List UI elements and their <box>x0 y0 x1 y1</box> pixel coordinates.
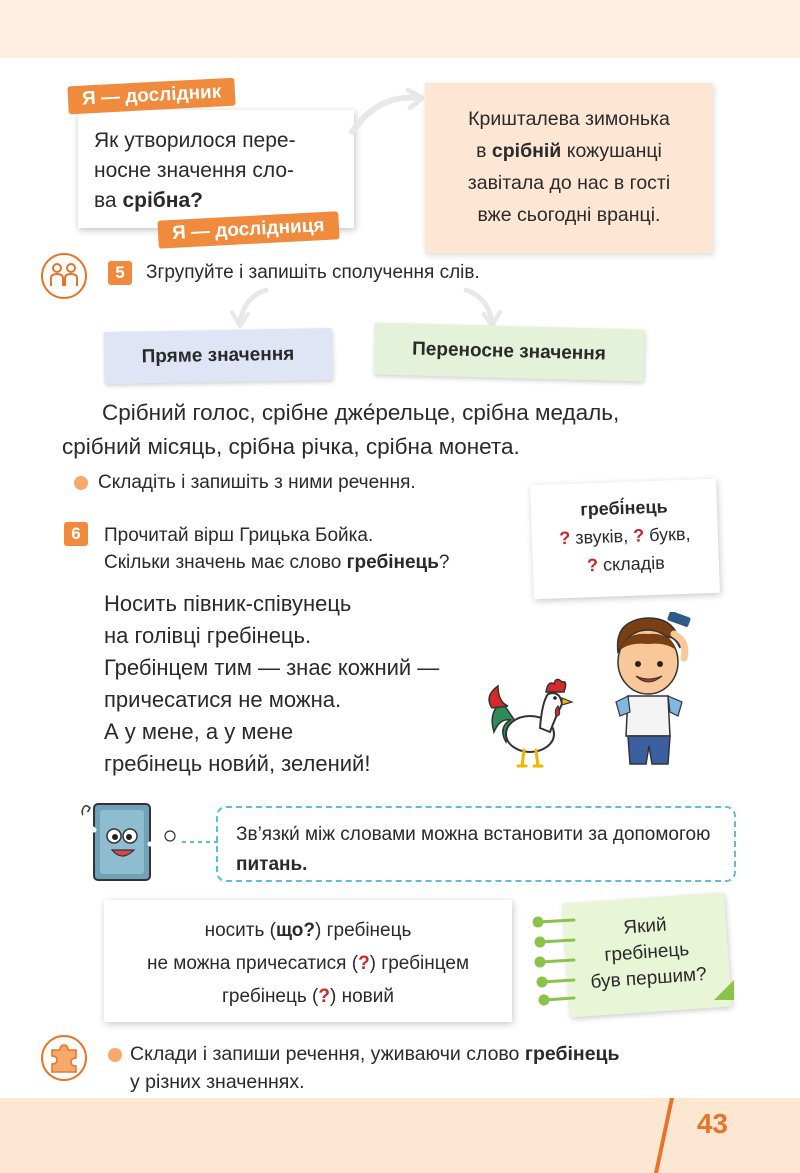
figurative-meaning-label: Переносне значення <box>373 322 644 381</box>
question-note-card: Який гребінець був першим? <box>562 892 732 1017</box>
phrase-line: носить (що?) гребінець <box>204 920 412 941</box>
word-analysis-card: гребі́нець ? звуків, ? букв, ? складів <box>530 479 720 599</box>
explorer-tag-boy: Я — дослідник <box>67 78 236 115</box>
analysis-word: гребі́нець <box>579 496 668 520</box>
bullet-icon <box>108 1048 122 1062</box>
rooster-illustration <box>484 672 580 772</box>
poem-line: А у мене, а у мене <box>104 719 294 744</box>
poem-line: причесатися не можна. <box>104 687 342 712</box>
bullet-icon <box>74 476 88 490</box>
task-number-6: 6 <box>64 522 88 546</box>
explorer-question-line: ва срібна? <box>94 189 203 212</box>
direct-meaning-label: Пряме значення <box>104 328 333 384</box>
boy-with-comb-illustration <box>604 612 700 772</box>
phrase-line: не можна причесатися (?) гребінцем <box>146 953 470 974</box>
rule-text: Зв’язки́ між словами можна встановити за допомогою <box>236 824 711 845</box>
explorer-question-card <box>78 110 354 228</box>
task-number-5: 5 <box>108 261 132 285</box>
quote-line: завітала до нас в гості <box>467 172 671 194</box>
rule-box <box>216 806 736 882</box>
explorer-question-line: Як утворилося пере- <box>94 129 296 152</box>
rule-keyword: питань. <box>236 854 308 875</box>
poem-line: гребінець нови́й, зелений! <box>104 751 371 776</box>
puzzle-task-icon <box>40 1034 88 1082</box>
quote-line: в срібній кожушанці <box>476 140 662 162</box>
task-5-instruction: Згрупуйте і запишіть сполучення слів. <box>146 262 480 283</box>
dotted-connector <box>180 836 220 848</box>
poem-line: Носить півник-співунець <box>104 591 352 616</box>
task-6-line: Прочитай вірш Грицька Бойка. <box>104 525 374 546</box>
task-6-line: Скільки значень має слово гребінець? <box>104 552 450 573</box>
explorer-tag-girl: Я — дослідниця <box>157 211 339 248</box>
final-task-line: у різних значеннях. <box>130 1071 305 1093</box>
poem <box>104 588 439 780</box>
final-task-line: Склади і запиши речення, уживаючи слово гребінець <box>130 1043 620 1065</box>
phrase-line: гребінець (?) новий <box>221 986 394 1007</box>
poem-line: на голівці гребінець. <box>104 623 312 648</box>
top-band <box>0 0 800 58</box>
quote-line: вже сьогодні вранці. <box>477 204 661 226</box>
book-mascot-illustration <box>70 794 180 888</box>
quote-line: Кришталева зимонька <box>468 108 670 130</box>
explorer-question-word: срібна? <box>122 189 203 212</box>
word-combinations-line: срібний місяць, срібна річка, срібна монета. <box>62 434 520 459</box>
phrase-examples-card <box>104 900 512 1022</box>
curved-arrow-icon <box>348 88 430 138</box>
task-5-subtask: Складіть і запишіть з ними речення. <box>98 472 416 493</box>
note-pins-icon <box>530 912 580 1012</box>
page-number: 43 <box>696 1108 728 1139</box>
word-combinations-line: Срібний голос, срібне дже́рельце, срібна медаль, <box>102 400 620 425</box>
explorer-question-line: носне значення сло- <box>94 159 295 182</box>
poem-quote-card <box>425 83 713 253</box>
pair-work-icon <box>40 252 88 300</box>
note-fold-icon <box>712 978 736 1002</box>
poem-line: Гребінцем тим — знає кожний — <box>104 655 440 680</box>
bottom-band <box>0 1098 800 1173</box>
